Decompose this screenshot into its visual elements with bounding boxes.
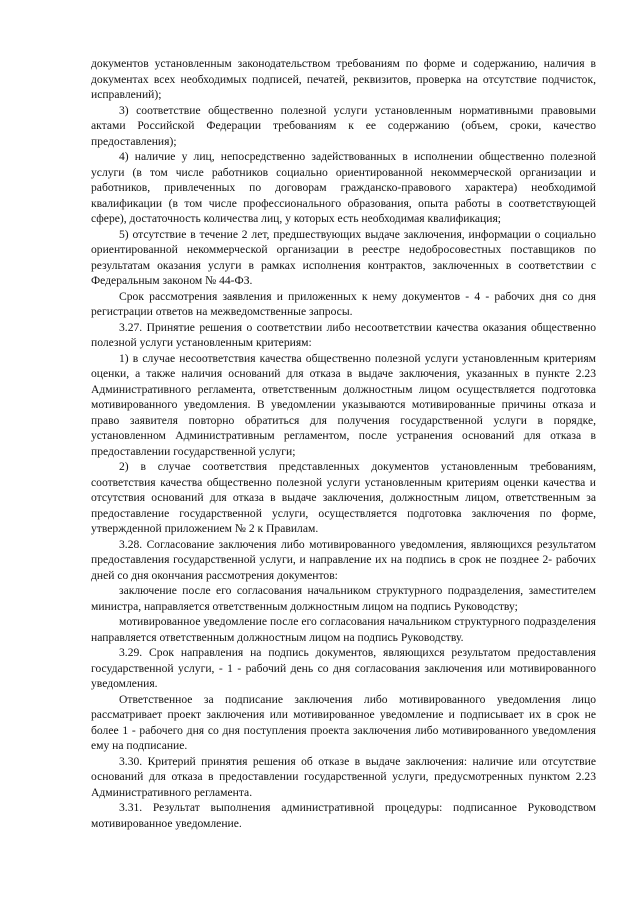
paragraph-item-3: 3) соответствие общественно полезной услуги установленным нормативными правовыми актами Российской Федерации требованиям к ее содержанию (объем, сроки, качество предоставления); [91, 103, 596, 148]
paragraph-item-4: 4) наличие у лиц, непосредственно задействованных в исполнении общественно полезной услуги (в том числе работников социально ориентированной некоммерческой организации и работников, привлеченных по договорам гражданско-правового характера) необходимой квалификации (в том числе профессионального образования, опыта работы в соответствующей сфере), достаточность количества лиц, у которых есть необходимая квалификация; [91, 150, 596, 225]
paragraph-3-27-item-1: 1) в случае несоответствия качества общественно полезной услуги установленным критериям оценки, а также наличия оснований для отказа в выдаче заключения, указанных в пункте 2.23 Административного регламента, ответственным должностным лицом осуществляется подготовка мотивированного уведомления. В уведомлении указываются мотивированные причины отказа и право заявителя повторно обратиться для получения государственной услуги в порядке, установленном Административным регламентом, после устранения оснований для отказа в предоставлении государственной услуги; [91, 351, 596, 458]
paragraph-3-28: 3.28. Согласование заключения либо мотивированного уведомления, являющихся результатом предоставления государственной услуги, и направление их на подпись в срок не позднее 2- рабочих дней со дня окончания рассмотрения документов: [91, 537, 596, 582]
paragraph-continuation: документов установленным законодательством требованиям по форме и содержанию, наличия в документах всех необходимых подписей, печатей, реквизитов, проверка на отсутствие подчисток, исправлений); [91, 57, 596, 101]
document-page [91, 56, 596, 831]
paragraph-review-period: Срок рассмотрения заявления и приложенных к нему документов - 4 - рабочих дня со дня регистрации ответов на межведомственные запросы. [91, 289, 596, 318]
paragraph-3-31: 3.31. Результат выполнения административной процедуры: подписанное Руководством мотивированное уведомление. [91, 801, 596, 830]
paragraph-3-30: 3.30. Критерий принятия решения об отказе в выдаче заключения: наличие или отсутствие оснований для отказа в предоставлении государственной услуги, предусмотренных пунктом 2.23 Административного регламента. [91, 754, 596, 799]
paragraph-3-29: 3.29. Срок направления на подпись документов, являющихся результатом предоставления государственной услуги, - 1 - рабочий день со дня согласования заключения или мотивированного уведомления. [91, 646, 596, 690]
paragraph-signing: Ответственное за подписание заключения либо мотивированного уведомления лицо рассматривает проект заключения или мотивированное уведомление и подписывает их в срок не более 1 - рабочего дня со дня поступления проекта заключения либо мотивированного уведомления ему на подписание. [91, 692, 596, 752]
paragraph-3-28-notice: мотивированное уведомление после его согласования начальником структурного подразделения направляется ответственным должностным лицом на подпись Руководству. [91, 615, 596, 644]
paragraph-3-27-item-2: 2) в случае соответствия представленных документов установленным требованиям, соответствия качества общественно полезной услуги установленным критериям оценки качества и отсутствия оснований для отказа в выдаче заключения, должностным лицом, ответственным за предоставление государственной услуги, осуществляется подготовка заключения по форме, утвержденной приложением № 2 к Правилам. [91, 460, 596, 535]
paragraph-3-27: 3.27. Принятие решения о соответствии либо несоответствии качества оказания общественно полезной услуги установленным критериям: [91, 320, 596, 349]
paragraph-3-28-conclusion: заключение после его согласования начальником структурного подразделения, заместителем министра, направляется ответственным должностным лицом на подпись Руководству; [91, 584, 596, 613]
paragraph-item-5: 5) отсутствие в течение 2 лет, предшествующих выдаче заключения, информации о социально ориентированной некоммерческой организации в реестре недобросовестных поставщиков по результатам оказания услуги в рамках исполнения контрактов, заключенных в соответствии с Федеральным законом № 44-ФЗ. [91, 227, 596, 287]
